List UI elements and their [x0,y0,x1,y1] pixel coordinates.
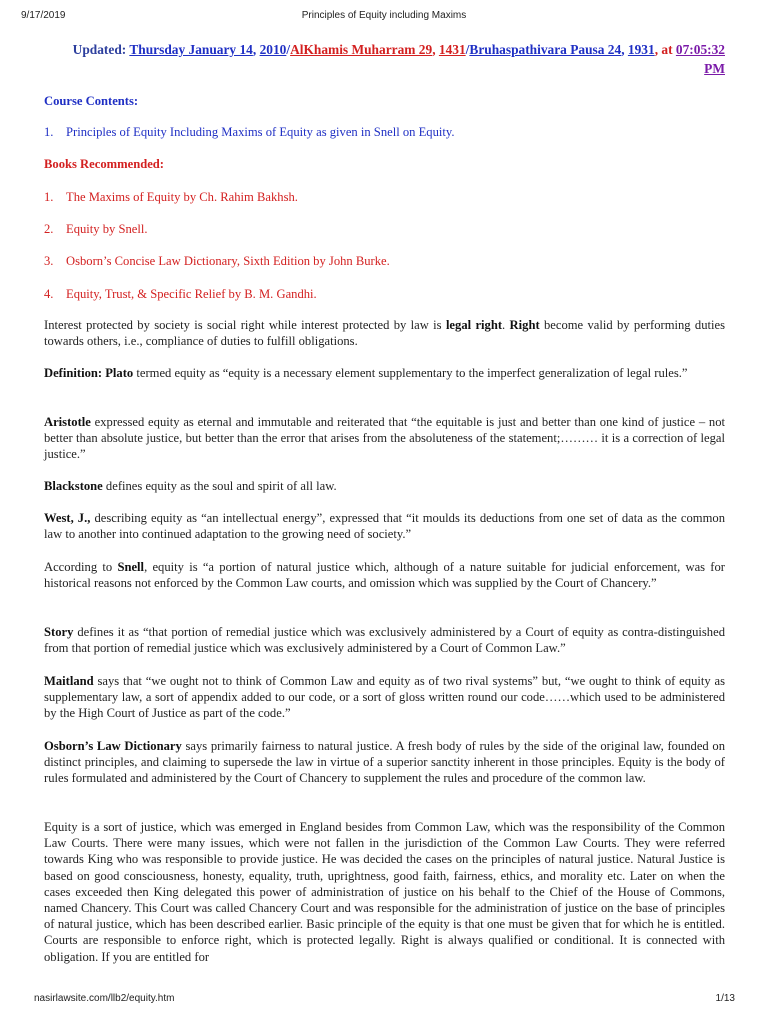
updated-day-link[interactable]: Thursday January 14 [129,42,253,57]
islamic-year-link[interactable]: 1431 [438,42,466,57]
print-title: Principles of Equity including Maxims [301,10,467,21]
course-contents-heading: Course Contents: [44,94,139,108]
paragraph-legal-right: Interest protected by society is social right while interest protected by law is legal right. Right become valid by performing duties towards others, i.e., compliance of duties to fulfill obligations. [44,318,726,349]
paragraph-aristotle: Aristotle expressed equity as eternal and immutable and reiterated that “the equitable is just and better than one kind of justice – not better than absolute justice, but better than the error that arises from the absoluteness of the statement;……… it is a correction of legal justice.” [44,415,725,462]
hindu-year-link[interactable]: 1931 [627,42,655,57]
book-item: 4. Equity, Trust, & Specific Relief by B. M. Gandhi. [44,287,317,301]
books-recommended-heading: Books Recommended: [44,157,164,171]
hindu-date-link[interactable]: Bruhaspathivara Pausa 24 [469,42,622,57]
book-item: 2. Equity by Snell. [44,222,148,236]
print-header [0,10,768,24]
footer-url: nasirlawsite.com/llb2/equity.htm [34,993,175,1004]
book-item: 1. The Maxims of Equity by Ch. Rahim Bakhsh. [44,190,298,204]
paragraph-west: West, J., describing equity as “an intellectual energy”, expressed that “it moulds its deductions from one set of data as the common law to another into continued adaptation to the growing need of society.” [44,511,725,542]
paragraph-story: Story defines it as “that portion of remedial justice which was exclusively administered by a Court of equity as contra-distinguished from that portion of remedial justice which was exclusively administered by a Court of Common Law.” [44,625,725,656]
paragraph-equity-history: Equity is a sort of justice, which was emerged in England besides from Common Law, which was the responsibility of the Common Law Courts. There were many issues, which were not fallen in the jurisdiction of the Common Law Courts. They were referred towards King who was responsible to provide justice. He was decided the cases on the principles of natural justice. Natural Justice is based on good consciousness, honesty, equality, truth, uprightness, good faith, fairness, ethics, and morality etc. Later on when the cases exceeded then King delegated this power of administration of justice on his behalf to the Chief of the House of Commons, named Chancery. This Court was called Chancery Court and was responsible for the administration of justice on the base of principles of natural justice, which has been described earlier. Basic principle of the equity is that one must be given that for which he is entitled. Courts are responsible to enforce right, which is protected legally. Right is always qualified or conditional. It is connected with obligation. If you are entitled for [44,820,725,964]
paragraph-maitland: Maitland says that “we ought not to think of Common Law and equity as of two rival systems” but, “we ought to think of equity as supplementary law, a sort of appendix added to our code, or a sort of gloss written round our code……which used to be administered by the High Court of Justice as part of the code.” [44,674,725,721]
updated-line: Updated: Thursday January 14, 2010/AlKhamis Muharram 29, 1431/Bruhaspathivara Pausa 24, 1931, at 07:05:32 PM [72,42,725,76]
updated-year-link[interactable]: 2010 [259,42,287,57]
paragraph-osborn: Osborn’s Law Dictionary says primarily fairness to natural justice. A fresh body of rules by the side of the original law, founded on distinct principles, and claiming to supersede the law in virtue of a superior sanctity inherent in those principles. Equity is the body of rules formulated and administered by the Court of Chancery to supplement the rules and procedure of the common law. [44,739,725,786]
print-date: 9/17/2019 [21,10,66,21]
updated-ampm-link[interactable]: PM [704,61,725,76]
paragraph-blackstone: Blackstone defines equity as the soul and spirit of all law. [44,479,337,493]
updated-label: Updated: [72,42,127,57]
updated-at: at [661,42,673,57]
document-content [44,40,726,964]
book-item: 3. Osborn’s Concise Law Dictionary, Sixth Edition by John Burke. [44,254,390,268]
page-number: 1/13 [715,993,735,1004]
paragraph-plato: Definition: Plato termed equity as “equity is a necessary element supplementary to the imperfect generalization of legal rules.” [44,366,688,380]
updated-time-link[interactable]: 07:05:32 [675,42,725,57]
course-item: 1. Principles of Equity Including Maxims of Equity as given in Snell on Equity. [44,125,455,139]
paragraph-snell: According to Snell, equity is “a portion of natural justice which, although of a nature suitable for judicial enforcement, was for historical reasons not enforced by the Common Law courts, and omission which was supplied by the Court of Chancery.” [44,560,725,591]
islamic-date-link[interactable]: AlKhamis Muharram 29 [290,42,433,57]
